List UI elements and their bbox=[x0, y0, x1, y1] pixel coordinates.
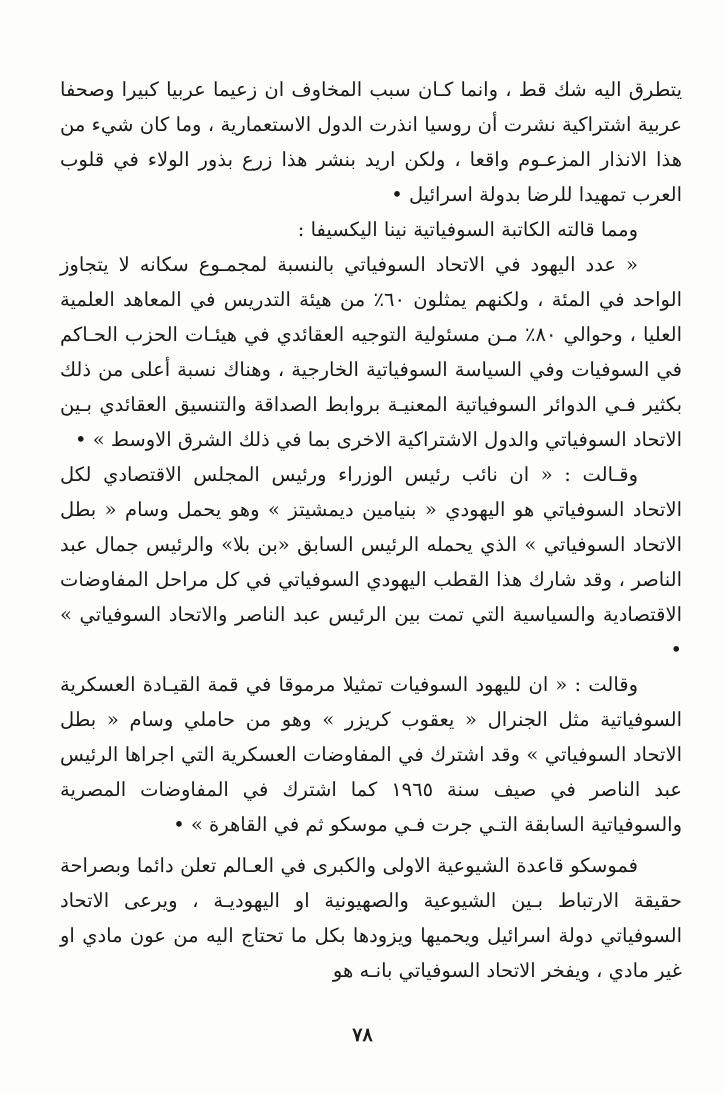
paragraph-2: ومما قالته الكاتبة السوفياتية نينا اليكسيفا : bbox=[297, 218, 638, 241]
page-number: ٧٨ bbox=[352, 1024, 373, 1046]
paragraph-6: فموسكو قاعدة الشيوعية الاولى والكبرى في العـالم تعلن دائما وبصراحة حقيقة الارتباط بـين الشيوعية والصهيونية او اليهوديـة ، ويرعى الاتحاد السوفياتي دولة اسرائيل ويحميها ويزودها بكل ما تحتاج اليه من عون مادي او غير مادي ، ويفخر الاتحاد السوفياتي بانـه هو bbox=[60, 854, 682, 982]
body-text bbox=[60, 72, 682, 988]
quote-paragraph-3: وقالت : « ان لليهود السوفيات تمثيلا مرموقا في قمة القيـادة العسكرية السوفياتية مثل الجنرال « يعقوب كريزر » وهو من حاملي وسام « بطل الاتحاد السوفياتي » وقد اشترك في المفاوضات العسكرية التي اجراها الرئيس عبد الناصر في صيف سنة ١٩٦٥ كما اشترك في المفاوضات المصرية والسوفياتية السابقة التـي جرت فـي موسكو ثم في القاهرة » • bbox=[60, 673, 682, 836]
quote-paragraph-1: « عدد اليهود في الاتحاد السوفياتي بالنسبة لمجمـوع سكانه لا يتجاوز الواحد في المئة ، ولكنهم يمثلون ٦٠٪ من هيئة التدريس في المعاهد العلمية العليا ، وحوالي ٨٠٪ مـن مسئولية التوجيه العقائدي في هيئـات الحزب الحـاكم في السوفيات وفي السياسة السوفياتية الخارجية ، وهناك نسبة أعلى من ذلك بكثير فـي الدوائر السوفياتية المعنيـة بروابط الصداقة والتنسيق العقائدي بـين الاتحاد السوفياتي والدول الاشتراكية الاخرى بما في ذلك الشرق الاوسط » • bbox=[60, 253, 682, 451]
paragraph-1: يتطرق اليه شك قط ، وانما كـان سبب المخاوف ان زعيما عربيا كبيرا وصحفا عربية اشتراكية نشرت أن روسيا انذرت الدول الاستعمارية ، وما كان شيء من هذا الانذار المزعـوم واقعا ، ولكن اريد بنشر هذا زرع بذور الولاء في قلوب العرب تمهيدا للرضا بدولة اسرائيل • bbox=[60, 78, 682, 206]
quote-paragraph-2: وقـالت : « ان نائب رئيس الوزراء ورئيس المجلس الاقتصادي لكل الاتحاد السوفياتي هو اليهودي « بنيامين ديمشيتز » وهو يحمل وسام « بطل الاتحاد السوفياتي » الذي يحمله الرئيس السابق «بن بلا» والرئيس جمال عبد الناصر ، وقد شارك هذا القطب اليهودي السوفياتي في كل مراحل المفاوضات الاقتصادية والسياسية التي تمت بين الرئيس عبد الناصر والاتحاد السوفياتي » • bbox=[60, 463, 682, 661]
